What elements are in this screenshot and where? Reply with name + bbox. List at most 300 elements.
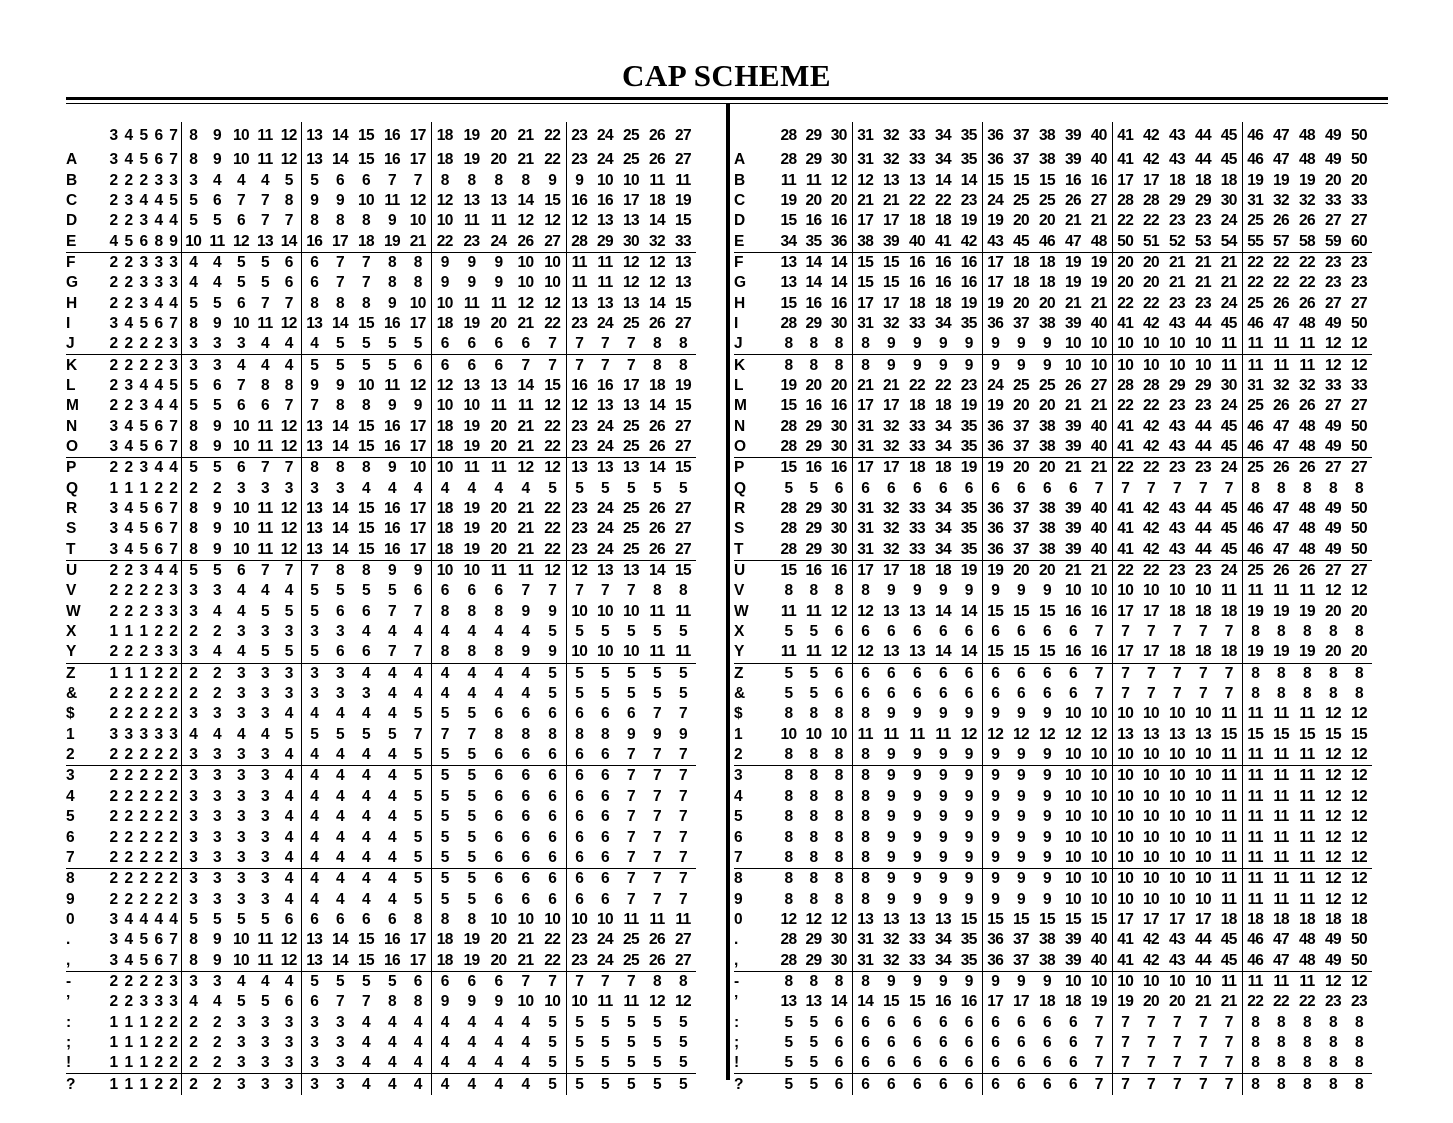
table-row: [66, 334, 696, 355]
table-cell: 45: [1220, 314, 1237, 332]
table-cell: 4: [284, 808, 293, 826]
table-cell: 9: [387, 397, 397, 415]
table-cell: 18: [431, 314, 458, 334]
table-cell: 23: [1194, 212, 1212, 230]
table-cell: 4: [431, 1012, 458, 1032]
table-cell: 3: [236, 870, 246, 888]
table-cell: 4: [154, 459, 163, 477]
table-cell: 3: [124, 376, 133, 394]
table-cell: 8: [301, 458, 327, 479]
table-cell: 59: [1320, 231, 1346, 252]
table-cell: 10: [1190, 745, 1216, 766]
table-cell: 17: [1142, 602, 1160, 620]
table-cell: 23: [1350, 274, 1368, 292]
table-cell: 6: [930, 1053, 956, 1074]
table-cell: 15: [852, 273, 878, 293]
table-cell: 21: [517, 314, 534, 332]
table-row: [734, 170, 1372, 190]
table-cell: 19: [379, 231, 405, 252]
table-cell: 15: [357, 931, 375, 949]
column-header: 37: [1012, 127, 1030, 144]
table-cell: 22: [1112, 396, 1138, 416]
table-cell: 5: [361, 582, 371, 600]
table-cell: 2: [212, 623, 222, 641]
table-cell: 47: [1060, 231, 1086, 252]
table-cell: 21: [1194, 274, 1212, 292]
table-cell: 7: [1146, 1013, 1156, 1031]
table-cell: 16: [830, 562, 847, 580]
table-cell: 13: [780, 253, 797, 271]
table-cell: 4: [212, 993, 222, 1011]
table-cell: 3: [181, 602, 205, 622]
table-cell: 11: [1299, 356, 1315, 374]
table-cell: 3: [154, 993, 163, 1011]
table-cell: 10: [1060, 745, 1086, 766]
table-cell: 4: [236, 725, 246, 743]
table-cell: 44: [1190, 950, 1216, 971]
table-cell: 10: [1064, 356, 1082, 374]
table-cell: 12: [277, 950, 301, 971]
table-cell: 2: [154, 582, 163, 600]
table-cell: 8: [834, 705, 843, 723]
column-header: 10: [232, 127, 250, 144]
table-cell: 17: [1142, 171, 1160, 189]
table-cell: 9: [387, 459, 397, 477]
table-cell: 24: [982, 191, 1008, 211]
table-cell: 7: [1094, 1013, 1103, 1031]
table-cell: 4: [387, 1075, 397, 1093]
table-cell: 10: [1064, 828, 1082, 846]
table-cell: 11: [1221, 787, 1237, 805]
table-cell: 5: [600, 1075, 610, 1093]
table-cell: 49: [1320, 540, 1346, 561]
table-cell: 4: [379, 848, 405, 869]
row-label: .: [66, 931, 70, 949]
table-cell: 4: [212, 274, 222, 292]
table-cell: 6: [626, 705, 636, 723]
table-cell: 11: [1273, 828, 1289, 846]
table-cell: 60: [1346, 231, 1372, 252]
table-cell: 4: [494, 1033, 503, 1051]
table-cell: 5: [626, 623, 636, 641]
table-cell: 8: [809, 705, 818, 723]
table-cell: 17: [852, 293, 878, 313]
table-cell: 6: [361, 910, 371, 928]
table-cell: 8: [852, 334, 878, 355]
table-cell: 5: [277, 642, 301, 663]
table-cell: 7: [670, 745, 696, 766]
table-cell: 3: [181, 889, 205, 909]
table-cell: 22: [908, 191, 926, 209]
table-row: [734, 1053, 1372, 1074]
table-cell: 50: [1350, 314, 1368, 332]
column-header: 7: [169, 127, 178, 144]
table-cell: 30: [826, 540, 852, 561]
table-cell: 2: [154, 685, 163, 703]
row-label: ;: [66, 1033, 71, 1051]
row-label: 9: [734, 890, 743, 908]
table-cell: 6: [852, 684, 878, 704]
table-cell: 11: [1242, 827, 1268, 847]
table-cell: 46: [1242, 519, 1268, 539]
table-cell: 8: [1242, 663, 1268, 684]
table-cell: 12: [1324, 890, 1342, 908]
table-cell: 35: [960, 314, 977, 332]
table-cell: 2: [109, 191, 118, 209]
table-cell: 10: [409, 212, 426, 230]
row-label: J: [734, 334, 776, 355]
table-cell: 17: [409, 417, 426, 435]
table-cell: 43: [1168, 520, 1186, 538]
table-cell: 19: [1272, 602, 1290, 620]
table-cell: 4: [124, 417, 133, 435]
table-cell: 13: [1168, 725, 1186, 743]
table-cell: 4: [154, 376, 163, 394]
table-row: [66, 499, 696, 519]
table-cell: 8: [776, 334, 801, 355]
table-cell: 4: [387, 623, 397, 641]
table-cell: 11: [1221, 356, 1237, 374]
table-cell: 9: [912, 767, 922, 785]
table-cell: 5: [809, 685, 818, 703]
table-cell: 5: [626, 1033, 636, 1051]
table-cell: 13: [882, 602, 900, 620]
table-cell: 7: [539, 334, 566, 355]
table-cell: 44: [1190, 437, 1216, 458]
table-cell: 15: [780, 562, 797, 580]
table-cell: 10: [1142, 767, 1160, 785]
table-cell: 33: [904, 540, 930, 561]
table-cell: 20: [1038, 212, 1056, 230]
table-cell: 9: [912, 356, 922, 374]
table-cell: 7: [618, 334, 644, 355]
table-cell: 12: [280, 931, 297, 949]
table-cell: 3: [229, 334, 253, 355]
table-cell: 6: [566, 766, 592, 787]
table-cell: 6: [566, 827, 592, 847]
table-cell: 15: [1298, 725, 1316, 743]
table-cell: 17: [852, 211, 878, 231]
table-cell: 11: [801, 642, 826, 663]
table-cell: 8: [301, 211, 327, 231]
table-cell: 26: [1272, 212, 1290, 230]
table-cell: 7: [678, 870, 688, 888]
table-cell: 11: [597, 253, 613, 271]
table-cell: 2: [154, 828, 163, 846]
table-cell: 4: [139, 191, 148, 209]
table-cell: 3: [284, 1033, 293, 1051]
table-cell: 11: [463, 212, 480, 230]
table-cell: 38: [1034, 540, 1060, 561]
table-cell: 11: [1299, 582, 1315, 600]
table-cell: 11: [1221, 828, 1237, 846]
table-cell: 6: [1042, 1075, 1052, 1093]
table-cell: 5: [260, 274, 270, 292]
table-cell: 9: [956, 848, 982, 869]
table-cell: 36: [982, 930, 1008, 950]
table-cell: 12: [280, 314, 297, 332]
column-header: 38: [1038, 127, 1056, 144]
table-cell: 10: [1090, 705, 1107, 723]
table-cell: 5: [181, 211, 205, 231]
row-label: ;: [734, 1033, 739, 1051]
table-cell: 27: [1090, 191, 1107, 209]
table-cell: 10: [1142, 787, 1160, 805]
table-cell: 42: [956, 231, 982, 252]
row-label: T: [66, 540, 106, 561]
table-cell: 27: [1324, 397, 1342, 415]
table-row: [734, 684, 1372, 704]
table-cell: 20: [1112, 252, 1138, 273]
table-cell: 6: [284, 910, 293, 928]
table-cell: 18: [1012, 274, 1030, 292]
table-cell: 2: [139, 828, 148, 846]
table-cell: 6: [467, 972, 476, 990]
table-cell: 19: [1064, 253, 1082, 271]
table-cell: 46: [1242, 499, 1268, 519]
table-cell: 37: [1012, 151, 1030, 169]
table-cell: 5: [139, 520, 148, 538]
table-cell: 6: [964, 685, 973, 703]
table-cell: 5: [136, 540, 151, 561]
table-cell: 4: [121, 950, 136, 971]
table-cell: 6: [1034, 1053, 1060, 1074]
table-cell: 7: [592, 334, 618, 355]
table-cell: 2: [154, 808, 163, 826]
table-cell: 16: [960, 253, 977, 271]
table-cell: 11: [776, 642, 801, 663]
table-row: [66, 827, 696, 847]
table-cell: 3: [205, 848, 229, 869]
table-cell: 3: [260, 870, 270, 888]
table-cell: 8: [852, 766, 878, 787]
table-cell: 5: [652, 623, 662, 641]
column-header: 46: [1242, 122, 1268, 150]
column-header: 24: [596, 127, 614, 144]
table-cell: 11: [257, 500, 273, 518]
row-label: V: [734, 582, 744, 600]
table-cell: 5: [548, 1075, 557, 1093]
table-cell: 4: [181, 273, 205, 293]
table-cell: 5: [139, 151, 148, 169]
table-cell: 4: [301, 766, 327, 787]
table-cell: 25: [618, 950, 644, 971]
table-cell: 10: [1060, 334, 1086, 355]
table-cell: 50: [1350, 520, 1368, 538]
table-cell: 11: [1299, 705, 1315, 723]
table-cell: 4: [521, 1013, 530, 1031]
table-cell: 11: [463, 459, 480, 477]
table-cell: 27: [670, 540, 696, 561]
table-cell: 9: [982, 889, 1008, 909]
table-cell: 6: [566, 787, 592, 807]
table-cell: 8: [809, 582, 818, 600]
table-cell: 36: [982, 540, 1008, 561]
table-cell: 32: [644, 231, 670, 252]
table-cell: 17: [405, 437, 431, 458]
table-cell: 8: [826, 334, 852, 355]
table-cell: 10: [1138, 745, 1164, 766]
table-cell: 27: [1324, 212, 1342, 230]
table-row: [734, 396, 1372, 416]
table-cell: 30: [830, 520, 847, 538]
table-cell: 11: [1268, 745, 1294, 766]
table-cell: 8: [181, 416, 205, 436]
table-cell: 8: [181, 314, 205, 334]
table-cell: 49: [1320, 437, 1346, 458]
table-cell: 18: [1012, 253, 1030, 271]
table-cell: 18: [1298, 910, 1316, 928]
table-cell: 17: [622, 376, 640, 394]
table-cell: 2: [139, 972, 148, 990]
table-cell: 26: [644, 437, 670, 458]
table-cell: 37: [1008, 437, 1034, 458]
table-cell: 19: [1242, 602, 1268, 622]
table-cell: 42: [1142, 931, 1160, 949]
table-cell: 2: [124, 828, 133, 846]
table-cell: 3: [139, 562, 148, 580]
table-cell: 4: [413, 623, 422, 641]
table-cell: 5: [212, 212, 222, 230]
table-cell: 39: [1064, 417, 1082, 435]
table-cell: 7: [626, 808, 636, 826]
table-cell: 8: [776, 848, 801, 869]
table-cell: 18: [1190, 642, 1216, 663]
table-cell: 21: [512, 540, 539, 561]
table-cell: 3: [139, 274, 148, 292]
table-cell: 6: [1016, 685, 1026, 703]
table-cell: 22: [544, 151, 561, 169]
table-row: [66, 211, 696, 231]
table-cell: 6: [600, 890, 610, 908]
table-cell: 6: [878, 1053, 904, 1074]
table-row: [66, 416, 696, 436]
table-cell: 28: [776, 950, 801, 971]
table-cell: 13: [780, 993, 797, 1011]
table-row: [734, 869, 1372, 890]
table-cell: 5: [139, 500, 148, 518]
table-cell: 3: [169, 171, 178, 189]
table-cell: 24: [592, 540, 618, 561]
table-cell: 21: [517, 151, 534, 169]
table-cell: 4: [413, 1013, 422, 1031]
table-cell: 11: [1273, 890, 1289, 908]
row-label: 6: [66, 828, 75, 846]
table-cell: 6: [301, 992, 327, 1012]
table-cell: 15: [982, 642, 1008, 663]
table-cell: 9: [1042, 870, 1052, 888]
row-label: ?: [66, 1075, 75, 1093]
table-cell: 9: [886, 787, 896, 805]
table-cell: 22: [1298, 993, 1316, 1011]
table-cell: 6: [912, 1013, 922, 1031]
table-cell: 13: [596, 459, 614, 477]
table-cell: 3: [154, 253, 163, 271]
table-cell: 6: [494, 890, 503, 908]
table-cell: 10: [490, 910, 507, 928]
table-cell: 5: [678, 664, 688, 682]
row-label: H: [66, 294, 77, 312]
table-cell: 46: [1242, 314, 1268, 334]
table-cell: 19: [982, 293, 1008, 313]
table-cell: 17: [1112, 602, 1138, 622]
table-cell: 17: [882, 294, 900, 312]
table-cell: 8: [1302, 1013, 1312, 1031]
table-cell: 11: [597, 274, 613, 292]
table-cell: 6: [886, 1075, 896, 1093]
table-cell: 40: [1090, 500, 1107, 518]
table-cell: 11: [1242, 355, 1268, 376]
table-cell: 27: [670, 950, 696, 971]
table-cell: 5: [387, 725, 397, 743]
table-cell: 17: [1138, 642, 1164, 663]
table-cell: 9: [652, 725, 662, 743]
table-cell: 16: [805, 294, 822, 312]
table-cell: 19: [960, 294, 977, 312]
table-cell: 4: [335, 870, 345, 888]
table-cell: 3: [169, 274, 178, 292]
table-cell: 7: [413, 602, 422, 620]
table-row: [734, 622, 1372, 642]
table-cell: 8: [1242, 479, 1268, 499]
table-cell: 11: [1299, 808, 1315, 826]
table-cell: 36: [982, 437, 1008, 458]
table-cell: 19: [674, 376, 692, 394]
table-cell: 29: [801, 540, 826, 561]
table-cell: 40: [1090, 520, 1107, 538]
table-cell: 2: [139, 171, 148, 189]
table-cell: 6: [982, 1012, 1008, 1032]
table-row: [66, 396, 696, 416]
table-cell: 11: [1273, 808, 1289, 826]
table-cell: 6: [260, 397, 270, 415]
column-header: 45: [1220, 127, 1237, 144]
table-cell: 8: [1328, 1075, 1338, 1093]
table-cell: 12: [852, 642, 878, 663]
table-cell: 4: [521, 664, 530, 682]
table-cell: 19: [1298, 171, 1316, 189]
table-cell: 26: [648, 520, 666, 538]
table-cell: 16: [805, 459, 822, 477]
table-cell: 10: [1142, 972, 1160, 990]
column-header: 48: [1298, 127, 1316, 144]
table-cell: 5: [405, 848, 431, 869]
table-cell: 17: [327, 231, 353, 252]
table-cell: 32: [1298, 191, 1316, 209]
table-cell: 6: [284, 274, 293, 292]
table-cell: 2: [109, 397, 118, 415]
table-cell: 37: [1012, 500, 1030, 518]
header-row: [734, 122, 1372, 150]
table-cell: 10: [517, 274, 534, 292]
table-cell: 22: [1112, 560, 1138, 581]
table-cell: 5: [181, 191, 205, 211]
table-cell: 13: [463, 376, 480, 394]
table-cell: 4: [284, 972, 293, 990]
table-cell: 5: [413, 890, 422, 908]
table-cell: 9: [938, 787, 948, 805]
table-cell: 3: [277, 1053, 301, 1074]
table-cell: 18: [431, 930, 458, 950]
table-cell: 13: [301, 437, 327, 458]
table-cell: 13: [463, 191, 480, 209]
table-cell: 2: [151, 1053, 166, 1074]
table-cell: 9: [301, 376, 327, 396]
table-cell: 7: [548, 582, 557, 600]
table-cell: 32: [1272, 376, 1290, 394]
table-cell: 14: [517, 191, 534, 209]
table-cell: 6: [154, 417, 163, 435]
